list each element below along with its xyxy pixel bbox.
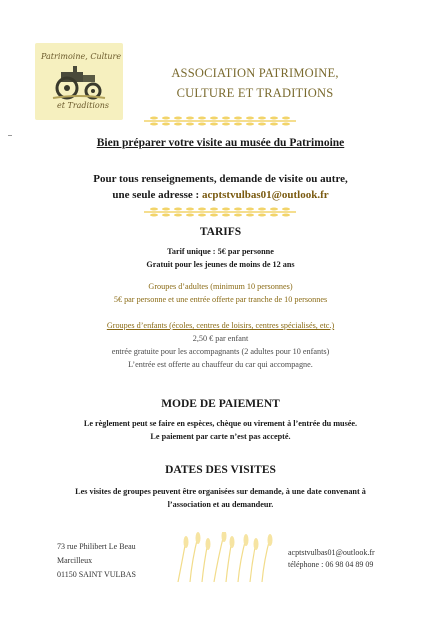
enfants-title: Groupes d’enfants (écoles, centres de loisirs, centres spécialisés, etc.) [106, 321, 335, 330]
association-logo [35, 43, 123, 120]
tarif-gratuit: Gratuit pour les jeunes de moins de 12 ans [146, 260, 295, 269]
intro-email-link[interactable]: acptstvulbas01@outlook.fr [201, 189, 329, 201]
paiement-heading: MODE DE PAIEMENT [161, 398, 280, 410]
intro-text [0, 171, 441, 203]
enfants-accomp: entrée gratuite pour les accompagnants (2 adultes pour 10 enfants) [111, 347, 330, 356]
dates-text [0, 485, 441, 511]
paiement-text [0, 417, 441, 443]
enfants-price: 2,50 € par enfant [192, 334, 249, 343]
tarifs-adultes [0, 280, 441, 306]
adultes-detail: 5€ par personne et une entrée offerte par tranche de 10 personnes [113, 295, 328, 304]
logo-text-bottom: et Traditions [57, 101, 109, 110]
tarifs-general [0, 245, 441, 271]
address-line1: 73 rue Philibert Le Beau [57, 542, 136, 551]
dates-heading: DATES DES VISITES [165, 464, 276, 476]
association-title-line2: CULTURE ET TRADITIONS [176, 86, 334, 100]
tarifs-enfants [0, 319, 441, 371]
association-title [140, 63, 370, 103]
paiement-line1: Le règlement peut se faire en espèces, chèque ou virement à l’entrée du musée. [83, 419, 358, 428]
wheat-divider-icon [140, 115, 300, 127]
address-line2: Marcilleux [57, 556, 93, 565]
footer-contact [288, 547, 375, 571]
enfants-chauffeur: L’entrée est offerte au chauffeur du car qui accompagne. [128, 360, 313, 369]
dates-line2: l’association et au demandeur. [167, 500, 274, 509]
tarifs-heading: TARIFS [199, 226, 242, 238]
adultes-title: Groupes d’adultes (minimum 10 personnes) [148, 282, 293, 291]
tarif-unique: Tarif unique : 5€ par personne [167, 247, 274, 256]
wheat-field-icon [168, 532, 278, 582]
main-title: Bien préparer votre visite au musée du Patrimoine [96, 137, 345, 149]
wheat-divider-icon [140, 206, 300, 218]
tractor-icon [51, 64, 107, 100]
intro-line2-prefix: une seule adresse : [112, 189, 202, 201]
logo-text-top: Patrimoine, Culture [41, 52, 122, 61]
paiement-line2: Le paiement par carte n’est pas accepté. [150, 432, 291, 441]
footer-phone: téléphone : 06 98 04 89 09 [288, 560, 374, 569]
intro-line2 [0, 187, 441, 203]
intro-line1: Pour tous renseignements, demande de visite ou autre, [93, 173, 348, 185]
footer-email-link[interactable]: acptstvulbas01@outlook.fr [288, 548, 375, 557]
footer-address [57, 540, 136, 582]
dates-line1: Les visites de groupes peuvent être organisées sur demande, à une date convenant à [75, 487, 366, 496]
address-line3: 01150 SAINT VULBAS [57, 570, 136, 579]
association-title-line1: ASSOCIATION PATRIMOINE, [171, 66, 339, 80]
margin-mark [8, 135, 12, 136]
